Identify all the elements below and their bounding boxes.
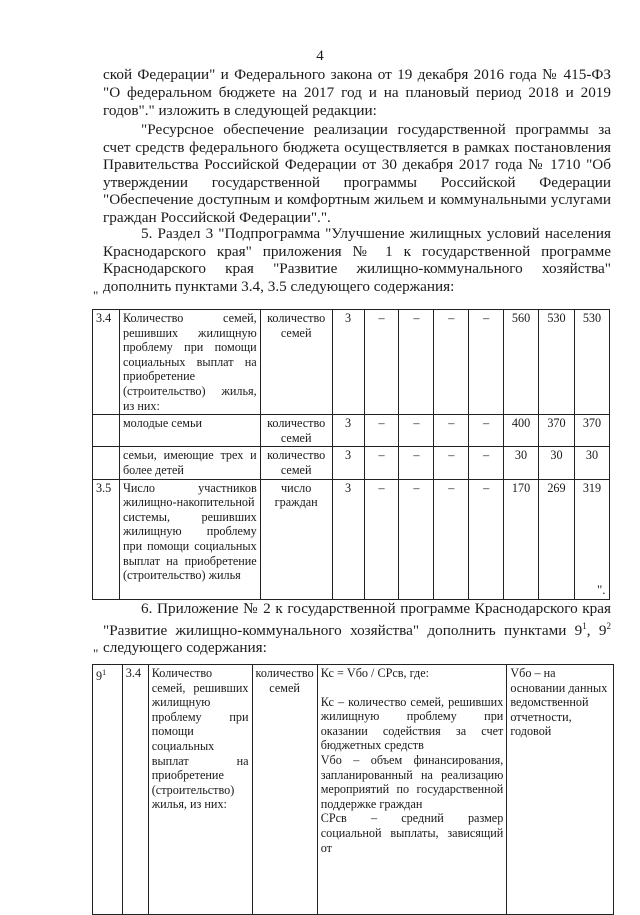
item6-text-end: следующего содержания:	[103, 639, 267, 657]
value-cell: 560	[504, 310, 539, 415]
indicator-name: Количество семей, решивших жилищную проблему при помощи социальных выплат на приобретение (строительство) жилья, из них:	[119, 310, 260, 415]
value-dash: –	[364, 310, 399, 415]
status-cell: 3	[332, 310, 364, 415]
row-number	[93, 665, 123, 915]
value-cell: 269	[538, 479, 574, 599]
page-number: 4	[316, 48, 324, 64]
item6-text-a: 6. Приложение № 2 к государственной программе Краснодарского края "Развитие жилищно-коммунального хозяйства" дополнить пунктами 9	[103, 600, 611, 639]
value-cell: 319	[574, 479, 609, 599]
unit-cell: количество семей	[260, 310, 332, 415]
value-dash: –	[434, 447, 469, 479]
row-number	[93, 415, 120, 447]
status-cell: 3	[332, 479, 364, 599]
definition-kc: Кс – количество семей, решивших жилищную проблему при оказании содействия за счет бюджетных средств	[320, 694, 504, 753]
unit-cell: количество семей	[252, 665, 317, 915]
indicator-name: семьи, имеющие трех и более детей	[119, 447, 260, 479]
item6-sup-1: 1	[582, 620, 587, 631]
data-source-cell: Vбо – на основании данных ведомственной отчетности, годовой	[507, 665, 614, 915]
open-quote-2: "	[93, 646, 99, 661]
item6-sup-2: 2	[606, 620, 611, 631]
value-cell: 30	[574, 447, 609, 479]
value-dash: –	[399, 310, 434, 415]
value-dash: –	[364, 415, 399, 447]
table-row	[93, 479, 610, 599]
row-number	[93, 447, 120, 479]
unit-cell: количество семей	[260, 415, 332, 447]
value-cell: 30	[504, 447, 539, 479]
table-row	[93, 415, 610, 447]
value-dash: –	[364, 447, 399, 479]
value-cell: 400	[504, 415, 539, 447]
intro-line-3: годов"." изложить в следующей редакции:	[103, 102, 377, 119]
row-number: 3.4	[93, 310, 120, 415]
indicator-name: Количество семей, решивших жилищную проблему при помощи социальных выплат на приобретение (строительство) жилья, из них:	[148, 665, 252, 915]
value-dash: –	[434, 310, 469, 415]
value-cell: 530	[574, 310, 609, 415]
value-dash: –	[399, 415, 434, 447]
formula-cell	[317, 665, 507, 915]
status-cell: 3	[332, 415, 364, 447]
unit-cell: количество семей	[260, 447, 332, 479]
item6-paragraph	[103, 600, 611, 657]
value-dash: –	[469, 479, 504, 599]
unit-cell: число граждан	[260, 479, 332, 599]
row-number: 3.5	[93, 479, 120, 599]
item6-text-mid: , 9	[586, 621, 607, 639]
table-row	[93, 665, 614, 915]
value-dash: –	[434, 415, 469, 447]
row-number-sup: 1	[102, 668, 107, 677]
value-dash: –	[434, 479, 469, 599]
value-dash: –	[469, 415, 504, 447]
indicator-name: Число участников жилищно-накопительной системы, решивших жилищную проблему при помощи социальных выплат на приобретение (строительство) жилья	[119, 479, 260, 599]
formula: Кс = Vбо / СРсв, где:	[320, 666, 430, 680]
table-indicator-methodology	[92, 664, 614, 915]
status-cell: 3	[332, 447, 364, 479]
item5-paragraph: 5. Раздел 3 "Подпрограмма "Улучшение жилищных условий населения Краснодарского края" приложения № 1 к государственной программе Краснодарского края "Развитие жилищно-коммунального хозяйства" дополнить пунктами 3.4, 3.5 следующего содержания:	[103, 225, 611, 295]
value-dash: –	[364, 479, 399, 599]
definition-srsv: СРсв – средний размер социальной выплаты, зависящий от	[320, 811, 504, 855]
value-dash: –	[469, 310, 504, 415]
intro-line-2: "О федеральном бюджете на 2017 год и на плановый период 2018 и 2019	[103, 84, 611, 101]
reference-number: 3.4	[122, 665, 148, 915]
value-dash: –	[399, 447, 434, 479]
table-row	[93, 447, 610, 479]
value-cell: 370	[574, 415, 609, 447]
table-row	[93, 310, 610, 415]
table-subprogram-indicators	[92, 309, 610, 600]
value-cell: 30	[538, 447, 574, 479]
value-cell: 530	[538, 310, 574, 415]
intro-line-1: ской Федерации" и Федерального закона от 19 декабря 2016 года № 415-ФЗ	[103, 66, 611, 83]
indicator-name: молодые семьи	[119, 415, 260, 447]
value-cell: 370	[538, 415, 574, 447]
close-quote-1: ".	[597, 582, 606, 597]
quote-paragraph: "Ресурсное обеспечение реализации государственной программы за счет средств федерального бюджета осуществляется в рамках постановления Правительства Российской Федерации от 30 декабря 2017 года № 1710 "Об утверждении государственной программы Российской Федерации "Обеспечение доступным и комфортным жильем и коммунальными услугами граждан Российской Федерации".".	[103, 121, 611, 226]
open-quote-1: "	[93, 288, 99, 303]
value-cell: 170	[504, 479, 539, 599]
value-dash: –	[469, 447, 504, 479]
definition-vbo: Vбо – объем финансирования, запланированный на реализацию мероприятий по государственной поддержке граждан	[320, 752, 504, 811]
row-number-main: 9	[96, 669, 103, 684]
value-dash: –	[399, 479, 434, 599]
